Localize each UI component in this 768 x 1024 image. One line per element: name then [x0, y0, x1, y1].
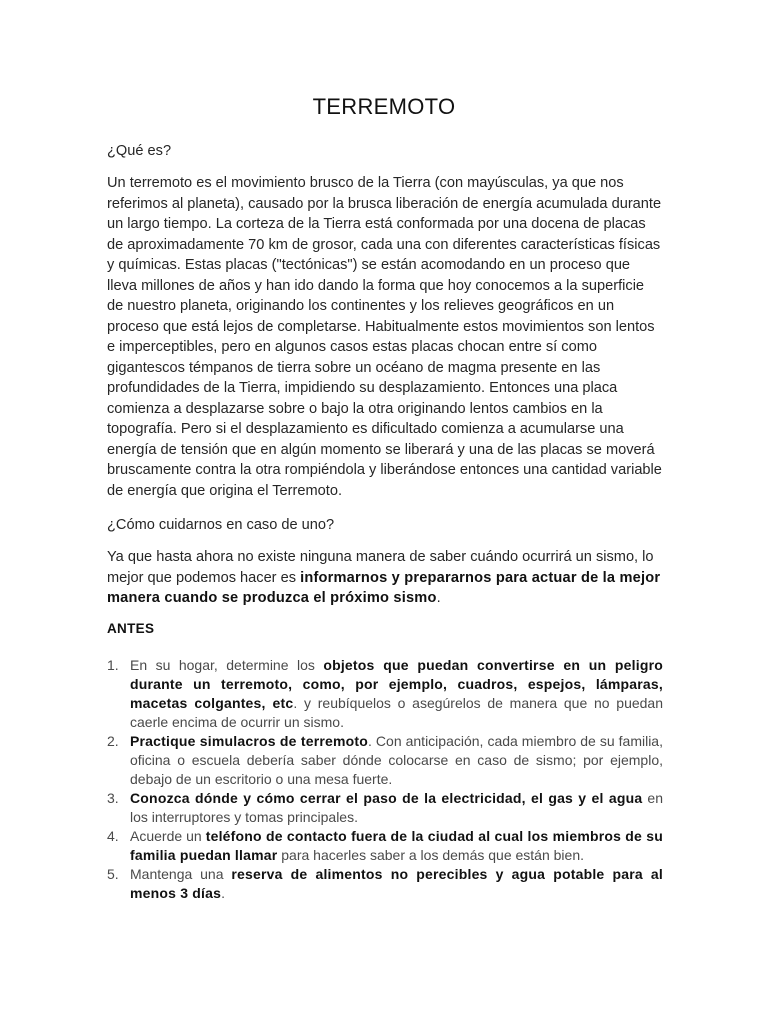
preparation-list: [107, 656, 663, 903]
list-item: [107, 656, 663, 732]
list-item-bold-text: Conozca dónde y cómo cerrar el paso de la electricidad, el gas y el agua: [130, 790, 643, 806]
page-title: TERREMOTO: [312, 94, 456, 119]
list-item-bold-text: teléfono de contacto fuera de la ciudad al cual los miembros de su familia puedan llamar: [130, 828, 663, 863]
intro-paragraph: Un terremoto es el movimiento brusco de la Tierra (con mayúsculas, ya que nos referimos al planeta), causado por la brusca liberación de energía acumulada durante un largo tiempo. La corteza de la Tierra está conformada por una docena de placas de aproximadamente 70 km de grosor, cada una con diferentes características físicas y químicas. Estas placas ("tectónicas") se están acomodando en un proceso que lleva millones de años y han ido dando la forma que hoy conocemos a la superficie de nuestro planeta, originando los continentes y los relieves geográficos en un proceso que está lejos de completarse. Habitualmente estos movimientos son lentos e imperceptibles, pero en algunos casos estas placas chocan entre sí como gigantescos témpanos de tierra sobre un océano de magma presente en las profundidades de la Tierra, impidiendo su desplazamiento. Entonces una placa comienza a desplazarse sobre o bajo la otra originando lentos cambios en la topografía. Pero si el desplazamiento es dificultado comienza a acumularse una energía de tensión que en algún momento se liberará y una de las placas se moverá bruscamente contra la otra rompiéndola y liberándose entonces una cantidad variable de energía que origina el Terremoto.: [107, 175, 662, 499]
list-item-text: .: [221, 885, 225, 901]
list-item-text: Acuerde un: [130, 828, 206, 844]
list-item-text: Mantenga una: [130, 866, 232, 882]
answer-text-1: Ya que hasta ahora no existe ninguna manera de saber cuándo ocurrirá un sismo, lo mejor que podemos hacer es: [107, 549, 654, 586]
answer-paragraph: [107, 547, 663, 609]
list-item: [107, 827, 663, 865]
list-item-text: para hacerles saber a los demás que están bien.: [277, 847, 584, 863]
list-item: [107, 789, 663, 827]
list-item: [107, 732, 663, 789]
list-item-text: en los interruptores y tomas principales.: [130, 790, 663, 825]
section-heading-antes: ANTES: [107, 621, 155, 636]
list-item-text: . Con anticipación, cada miembro de su familia, oficina o escuela debería saber dónde colocarse en caso de sismo; por ejemplo, debajo de un escritorio o una mesa fuerte.: [130, 733, 663, 787]
list-item-bold-text: objetos que puedan convertirse en un peligro durante un terremoto, como, por ejemplo, cuadros, espejos, lámparas, macetas colgantes, etc: [130, 657, 663, 711]
list-item-number: 2.: [107, 733, 119, 749]
list-item-text: . y reubíquelos o asegúrelos de manera que no puedan caerle encima de ocurrir un sismo.: [130, 695, 663, 730]
question-what-is: ¿Qué es?: [107, 143, 172, 159]
question-how-to-protect: ¿Cómo cuidarnos en caso de uno?: [107, 517, 335, 533]
answer-text-2: .: [436, 590, 441, 606]
list-item-number: 1.: [107, 657, 119, 673]
list-item-bold-text: reserva de alimentos no perecibles y agua potable para al menos 3 días: [130, 866, 663, 901]
list-item-bold-text: Practique simulacros de terremoto: [130, 733, 369, 749]
list-item-number: 4.: [107, 828, 119, 844]
list-item-number: 5.: [107, 866, 119, 882]
answer-bold-text: informarnos y prepararnos para actuar de la mejor manera cuando se produzca el próximo sismo: [107, 569, 661, 606]
list-item-text: En su hogar, determine los: [130, 657, 324, 673]
list-item: [107, 865, 663, 903]
list-item-number: 3.: [107, 790, 119, 806]
